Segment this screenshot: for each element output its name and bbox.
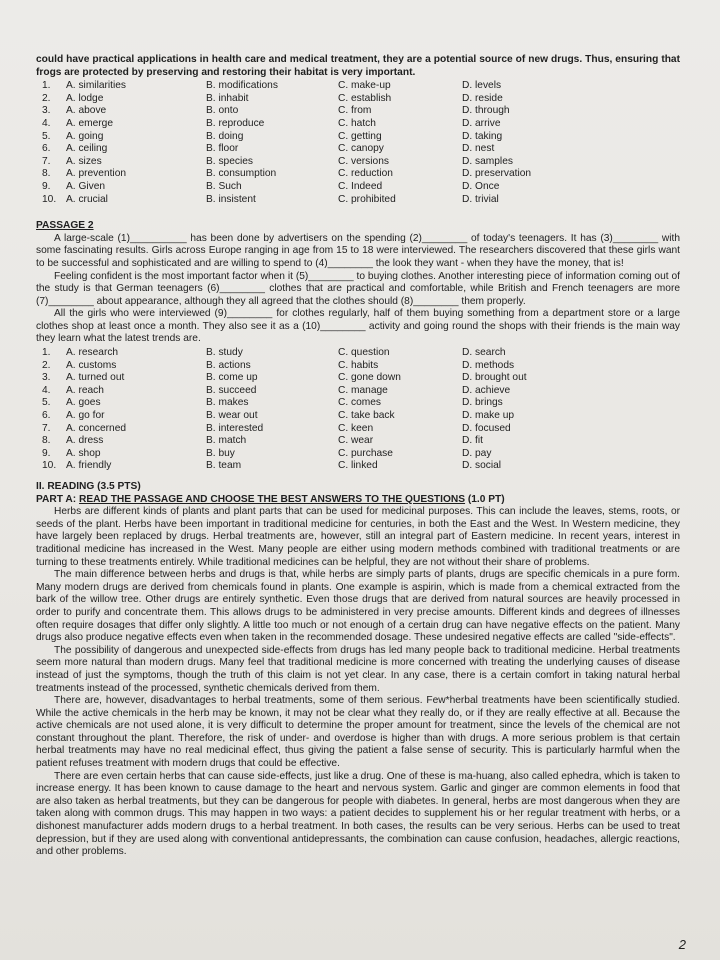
option-c: C. Indeed bbox=[338, 180, 383, 192]
question-number: 1. bbox=[42, 80, 51, 92]
reading-paragraph: Herbs are different kinds of plants and plant parts that can be used for medicinal purposes. This can include the leaves, stems, roots, or seeds of the plant. Herbs have been important in traditional medicine for centuries, in both the East and the West. In Western medicine, they have largely been replaced by drugs. Herbal treatments are, however, still an integral part of Eastern medicine. In recent years, interest in traditional medicine has increased in the West. Many people are either using modern methods combined with traditional treatments or are turning to these treatments entirely. While traditional medicines can be helpful, they are not without their share of problems. bbox=[36, 506, 680, 568]
part-a-points: (1.0 PT) bbox=[465, 493, 505, 505]
option-b: B. match bbox=[206, 435, 247, 447]
option-a: A. concerned bbox=[66, 422, 127, 434]
question-number: 6. bbox=[42, 410, 51, 422]
option-a: A. go for bbox=[66, 410, 105, 422]
option-c: C. habits bbox=[338, 359, 379, 371]
passage2-title: PASSAGE 2 bbox=[36, 220, 94, 232]
option-c: C. keen bbox=[338, 422, 374, 434]
option-b: B. floor bbox=[206, 143, 239, 155]
option-c: C. prohibited bbox=[338, 193, 396, 205]
question-number: 6. bbox=[42, 143, 51, 155]
option-a: A. prevention bbox=[66, 168, 127, 180]
option-b: B. succeed bbox=[206, 384, 257, 396]
option-d: D. samples bbox=[462, 155, 513, 167]
reading-paragraph: There are even certain herbs that can cause side-effects, just like a drug. One of these is ma-huang, also called ephedra, which is taken to increase energy. It has been known to cause damage to the heart and nervous system. Garlic and ginger are common elements in food that are also taken as herbal treatments, but they can be dangerous for people with diabetes. In general, herbs are most dangerous when they are taken along with common drugs. This may happen in two ways: a patient decides to supplement his or her regular treatment with herbs, or a dishonest manufacturer adds modern drugs to a herbal treatment. In both cases, the results can be very serious. Herbs can be used to treat depression, but if they are used along with conventional antidepressants, the combination can cause confusion, headaches, allergic reactions, and other problems. bbox=[36, 770, 680, 858]
option-c: C. purchase bbox=[338, 447, 393, 459]
page-number: 2 bbox=[678, 937, 686, 953]
option-b: B. buy bbox=[206, 447, 235, 459]
option-a: A. dress bbox=[66, 435, 104, 447]
option-d: D. make up bbox=[462, 410, 515, 422]
part-a-label: PART A: bbox=[36, 493, 80, 505]
option-b: B. come up bbox=[206, 372, 258, 384]
option-a: A. emerge bbox=[66, 117, 113, 129]
option-a: A. above bbox=[66, 105, 107, 117]
option-d: D. brings bbox=[462, 397, 503, 409]
option-b: B. Such bbox=[206, 180, 242, 192]
option-d: D. achieve bbox=[462, 384, 511, 396]
option-d: D. fit bbox=[462, 435, 483, 447]
option-b: B. actions bbox=[206, 359, 251, 371]
question-number: 5. bbox=[42, 397, 51, 409]
question-number: 2. bbox=[42, 92, 51, 104]
question-number: 7. bbox=[42, 422, 51, 434]
option-d: D. levels bbox=[462, 80, 502, 92]
option-a: A. research bbox=[66, 347, 119, 359]
question-number: 9. bbox=[42, 447, 51, 459]
option-b: B. insistent bbox=[206, 193, 256, 205]
option-b: B. species bbox=[206, 155, 253, 167]
option-c: C. establish bbox=[338, 92, 392, 104]
option-c: C. canopy bbox=[338, 143, 384, 155]
passage2-paragraph: Feeling confident is the most important factor when it (5)________ to buying clothes. Another interesting piece of information coming out of the study is that German teenagers (6)________ clothes that are practical and comfortable, while British and French teenagers are more (7)________ about appearance, although they all agreed that the clothes should (8)________ them properly. bbox=[36, 270, 680, 307]
part-a-instruction: READ THE PASSAGE AND CHOOSE THE BEST ANSWERS TO THE QUESTIONS bbox=[79, 493, 466, 505]
option-c: C. take back bbox=[338, 410, 395, 422]
option-b: B. doing bbox=[206, 130, 244, 142]
option-b: B. consumption bbox=[206, 168, 277, 180]
option-a: A. shop bbox=[66, 447, 101, 459]
option-a: A. crucial bbox=[66, 193, 108, 205]
question-number: 10. bbox=[42, 460, 57, 472]
option-b: B. reproduce bbox=[206, 117, 265, 129]
passage1-options bbox=[42, 80, 680, 206]
option-d: D. through bbox=[462, 105, 510, 117]
passage2-paragraph: All the girls who were interviewed (9)________ for clothes regularly, half of them buying something from a department store or a large clothes shop at least once a month. They also see it as a (10)________ activity and going round the shops with their friends is the main way they learn what the latest trends are. bbox=[36, 308, 680, 345]
question-number: 7. bbox=[42, 155, 51, 167]
option-b: B. interested bbox=[206, 422, 264, 434]
option-d: D. reside bbox=[462, 92, 503, 104]
option-a: A. friendly bbox=[66, 460, 112, 472]
option-a: A. going bbox=[66, 130, 104, 142]
reading-paragraph: There are, however, disadvantages to herbal treatments, some of them serious. Few*herbal treatments have been scientifically studied. While the active chemicals in the herb may be known, it may not be clear what they really do, or if they are really effective at all. Because the active chemicals are not used alone, it is very difficult to determine the proper amount for treatment, since the levels of the chemical are not constant throughout the plant. Therefore, the risk of under- and overdose is higher than with drugs. A more serious problem is that certain herbal treatments may have no real medicinal effect, thus giving the patient a false sense of security. This is particularly harmful when the patient refuses treatment with modern drugs that could be effective. bbox=[36, 695, 680, 770]
option-c: C. linked bbox=[338, 460, 378, 472]
option-b: B. onto bbox=[206, 105, 239, 117]
option-d: D. search bbox=[462, 347, 506, 359]
passage2-paragraph: A large-scale (1)__________ has been done by advertisers on the spending (2)________ of today's teenagers. It has (3)________ with some fascinating results. Girls across Europe ranging in age from 15 to 18 were interviewed. The researchers discovered that these girls want to be successful and sophisticated and are willing to spend to (4)________ the look they want - when they have the money, that is! bbox=[36, 232, 680, 269]
option-a: A. goes bbox=[66, 397, 101, 409]
reading-section-heading: II. READING (3.5 PTS) bbox=[36, 481, 141, 492]
option-a: A. sizes bbox=[66, 155, 102, 167]
question-number: 3. bbox=[42, 105, 51, 117]
option-d: D. focused bbox=[462, 422, 511, 434]
option-c: C. reduction bbox=[338, 168, 393, 180]
option-c: C. manage bbox=[338, 384, 388, 396]
option-a: A. similarities bbox=[66, 80, 127, 92]
question-number: 2. bbox=[42, 359, 51, 371]
option-c: C. from bbox=[338, 105, 372, 117]
option-d: D. brought out bbox=[462, 372, 527, 384]
option-d: D. taking bbox=[462, 130, 503, 142]
passage2-options bbox=[42, 347, 680, 473]
option-c: C. gone down bbox=[338, 372, 401, 384]
option-a: A. lodge bbox=[66, 92, 104, 104]
question-number: 10. bbox=[42, 193, 57, 205]
option-c: C. question bbox=[338, 347, 390, 359]
option-d: D. arrive bbox=[462, 117, 501, 129]
reading-paragraph: The possibility of dangerous and unexpected side-effects from drugs has led many people back to traditional medicine. Herbal treatments seem more natural than modern drugs. Many feel that traditional medicine is more concerned with treating the underlying causes of disease instead of just the symptoms, though the truth of this claim is not yet clear. In any case, there is a certain comfort in taking natural herbal treatments instead of the processed, synthetic chemicals derived from them. bbox=[36, 644, 680, 694]
reading-paragraph: The main difference between herbs and drugs is that, while herbs are simply parts of plants, drugs are specific chemicals in a pure form. Many modern drugs are derived from chemicals found in plants. One example is aspirin, which is made from a chemical extracted from the bark of the willow tree. Other drugs are entirely synthetic. Even those drugs that are derived from natural sources are heavily processed in order to purify and concentrate them. This allows drugs to be administered in very precise amounts. Different kinds and degrees of illnesses often require dosages that differ only slightly. A little too much or not enough of a certain drug can have negative effects on the patient. Many drugs also produce negative effects even when taken in the recommended dosage. These undesired negative effects are called "side-effects". bbox=[36, 569, 680, 644]
option-d: D. methods bbox=[462, 359, 515, 371]
option-b: B. makes bbox=[206, 397, 249, 409]
option-d: D. Once bbox=[462, 180, 500, 192]
option-d: D. preservation bbox=[462, 168, 532, 180]
option-d: D. nest bbox=[462, 143, 495, 155]
option-c: C. versions bbox=[338, 155, 389, 167]
question-number: 4. bbox=[42, 117, 51, 129]
option-b: B. study bbox=[206, 347, 243, 359]
option-d: D. trivial bbox=[462, 193, 499, 205]
option-c: C. hatch bbox=[338, 117, 376, 129]
question-number: 3. bbox=[42, 372, 51, 384]
question-number: 1. bbox=[42, 347, 51, 359]
question-number: 5. bbox=[42, 130, 51, 142]
question-number: 9. bbox=[42, 180, 51, 192]
option-c: C. comes bbox=[338, 397, 382, 409]
option-c: C. make-up bbox=[338, 80, 391, 92]
option-b: B. wear out bbox=[206, 410, 258, 422]
option-d: D. pay bbox=[462, 447, 492, 459]
part-a-heading bbox=[36, 494, 680, 507]
option-a: A. ceiling bbox=[66, 143, 108, 155]
option-c: C. getting bbox=[338, 130, 382, 142]
option-b: B. modifications bbox=[206, 80, 278, 92]
option-d: D. social bbox=[462, 460, 502, 472]
option-a: A. turned out bbox=[66, 372, 125, 384]
option-a: A. reach bbox=[66, 384, 104, 396]
option-c: C. wear bbox=[338, 435, 374, 447]
option-a: A. Given bbox=[66, 180, 106, 192]
option-a: A. customs bbox=[66, 359, 117, 371]
option-b: B. team bbox=[206, 460, 242, 472]
question-number: 4. bbox=[42, 384, 51, 396]
option-b: B. inhabit bbox=[206, 92, 249, 104]
question-number: 8. bbox=[42, 435, 51, 447]
question-number: 8. bbox=[42, 168, 51, 180]
passage1-intro: could have practical applications in health care and medical treatment, they are a potential source of new drugs. Thus, ensuring that frogs are protected by preserving and restoring their habitat is very important. bbox=[36, 54, 680, 78]
